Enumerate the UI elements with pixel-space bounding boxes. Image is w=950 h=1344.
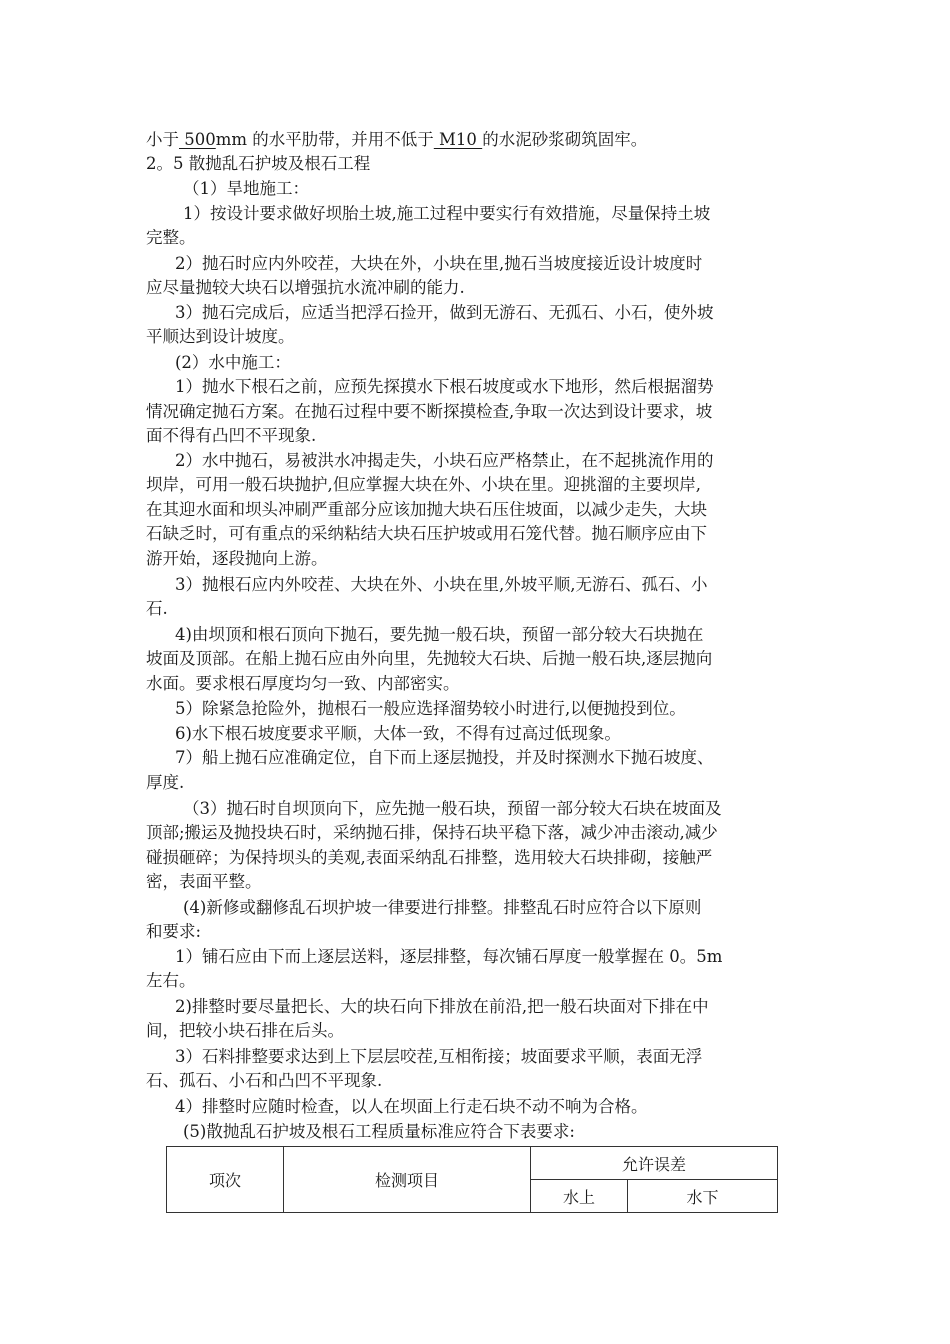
text-line: 1）铺石应由下而上逐层送料，逐层排整，每次铺石厚度一般掌握在 0。5m bbox=[175, 947, 723, 966]
text-line: 2）抛石时应内外咬茬，大块在外，小块在里,抛石当坡度接近设计坡度时 bbox=[175, 254, 703, 273]
text-line: 和要求: bbox=[146, 922, 202, 941]
text-line: 3）抛根石应内外咬茬、大块在外、小块在里,外坡平顺,无游石、孤石、小 bbox=[175, 575, 708, 594]
text-line: 间，把较小块石排在后头。 bbox=[146, 1021, 344, 1040]
text-line: 2）水中抛石，易被洪水冲揭走失，小块石应严格禁止，在不起挑流作用的 bbox=[175, 451, 714, 470]
text-line: 2。5 散抛乱石护坡及根石工程 bbox=[146, 154, 371, 173]
underlined-value: 500 bbox=[179, 130, 216, 149]
underlined-value: M10 bbox=[433, 130, 483, 149]
text-line: 坝岸，可用一般石块抛护,但应掌握大块在外、小块在里。迎挑溜的主要坝岸, bbox=[146, 475, 701, 494]
text-line: 碰损砸碎；为保持坝头的美观,表面采纳乱石排整，选用较大石块排砌，接触严 bbox=[146, 848, 713, 867]
text-line: (2）水中施工： bbox=[175, 353, 291, 372]
text-line: 石. bbox=[146, 599, 168, 618]
text-line: 顶部;搬运及抛投块石时，采纳抛石排，保持石块平稳下落，减少冲击滚动,减少 bbox=[146, 823, 718, 842]
text-line: (5)散抛乱石护坡及根石工程质量标准应符合下表要求: bbox=[183, 1122, 575, 1141]
text-line: 1）按设计要求做好坝胎土坡,施工过程中要实行有效措施，尽量保持土坡 bbox=[183, 204, 711, 223]
text-line: 应尽量抛较大块石以增强抗水流冲刷的能力. bbox=[146, 278, 465, 297]
text-line: 1）抛水下根石之前，应预先探摸水下根石坡度或水下地形，然后根据溜势 bbox=[175, 377, 714, 396]
text-line: 厚度. bbox=[146, 773, 185, 792]
text-line: （1）旱地施工： bbox=[183, 179, 309, 198]
text-segment: 的水泥砂浆砌筑固牢。 bbox=[482, 130, 648, 149]
quality-standard-table bbox=[166, 1146, 778, 1213]
text-line: 6)水下根石坡度要求平顺，大体一致，不得有过高过低现象。 bbox=[175, 724, 621, 743]
text-line: （3）抛石时自坝顶向下，应先抛一般石块，预留一部分较大石块在坡面及 bbox=[183, 799, 722, 818]
text-line: 4）排整时应随时检查，以人在坝面上行走石块不动不响为合格。 bbox=[175, 1097, 648, 1116]
text-segment: 小于 bbox=[146, 130, 179, 149]
text-line: 面不得有凸凹不平现象. bbox=[146, 426, 317, 445]
text-line: 2)排整时要尽量把长、大的块石向下排放在前沿,把一般石块面对下排在中 bbox=[175, 997, 709, 1016]
text-line: 5）除紧急抢险外，抛根石一般应选择溜势较小时进行,以便抛投到位。 bbox=[175, 699, 686, 718]
text-line: 4)由坝顶和根石顶向下抛石，要先抛一般石块，预留一部分较大石块抛在 bbox=[175, 625, 704, 644]
text-line: 7）船上抛石应准确定位，自下而上逐层抛投，并及时探测水下抛石坡度、 bbox=[175, 748, 714, 767]
header-tolerance: 允许误差 bbox=[531, 1147, 778, 1180]
text-line: 密，表面平整。 bbox=[146, 872, 262, 891]
text-line: 在其迎水面和坝头冲刷严重部分应该加抛大块石压住坡面，以减少走失，大块 bbox=[146, 500, 707, 519]
header-below-water: 水下 bbox=[628, 1180, 778, 1213]
text-line: 3）石料排整要求达到上下层层咬茬,互相衔接；坡面要求平顺，表面无浮 bbox=[175, 1047, 703, 1066]
text-line: 3）抛石完成后，应适当把浮石捡开，做到无游石、无孤石、小石，使外坡 bbox=[175, 303, 714, 322]
text-line: 情况确定抛石方案。在抛石过程中要不断探摸检查,争取一次达到设计要求，坡 bbox=[146, 402, 713, 421]
text-line: 左右。 bbox=[146, 971, 196, 990]
header-item-number: 项次 bbox=[167, 1147, 284, 1213]
text-line: 坡面及顶部。在船上抛石应由外向里，先抛较大石块、后抛一般石块,逐层抛向 bbox=[146, 649, 713, 668]
text-line: 石缺乏时，可有重点的采纳粘结大块石压护坡或用石笼代替。抛石顺序应由下 bbox=[146, 524, 707, 543]
text-line: 游开始，逐段抛向上游。 bbox=[146, 549, 328, 568]
text-line: 完整。 bbox=[146, 228, 196, 247]
text-line: 水面。要求根石厚度均匀一致、内部密实。 bbox=[146, 674, 460, 693]
header-check-item: 检测项目 bbox=[284, 1147, 531, 1213]
text-line: 平顺达到设计坡度。 bbox=[146, 327, 295, 346]
text-line: (4)新修或翻修乱石坝护坡一律要进行排整。排整乱石时应符合以下原则 bbox=[183, 898, 702, 917]
header-above-water: 水上 bbox=[531, 1180, 628, 1213]
text-line bbox=[146, 128, 647, 152]
text-line: 石、孤石、小石和凸凹不平现象. bbox=[146, 1071, 383, 1090]
text-segment: mm 的水平肋带，并用不低于 bbox=[215, 130, 434, 149]
